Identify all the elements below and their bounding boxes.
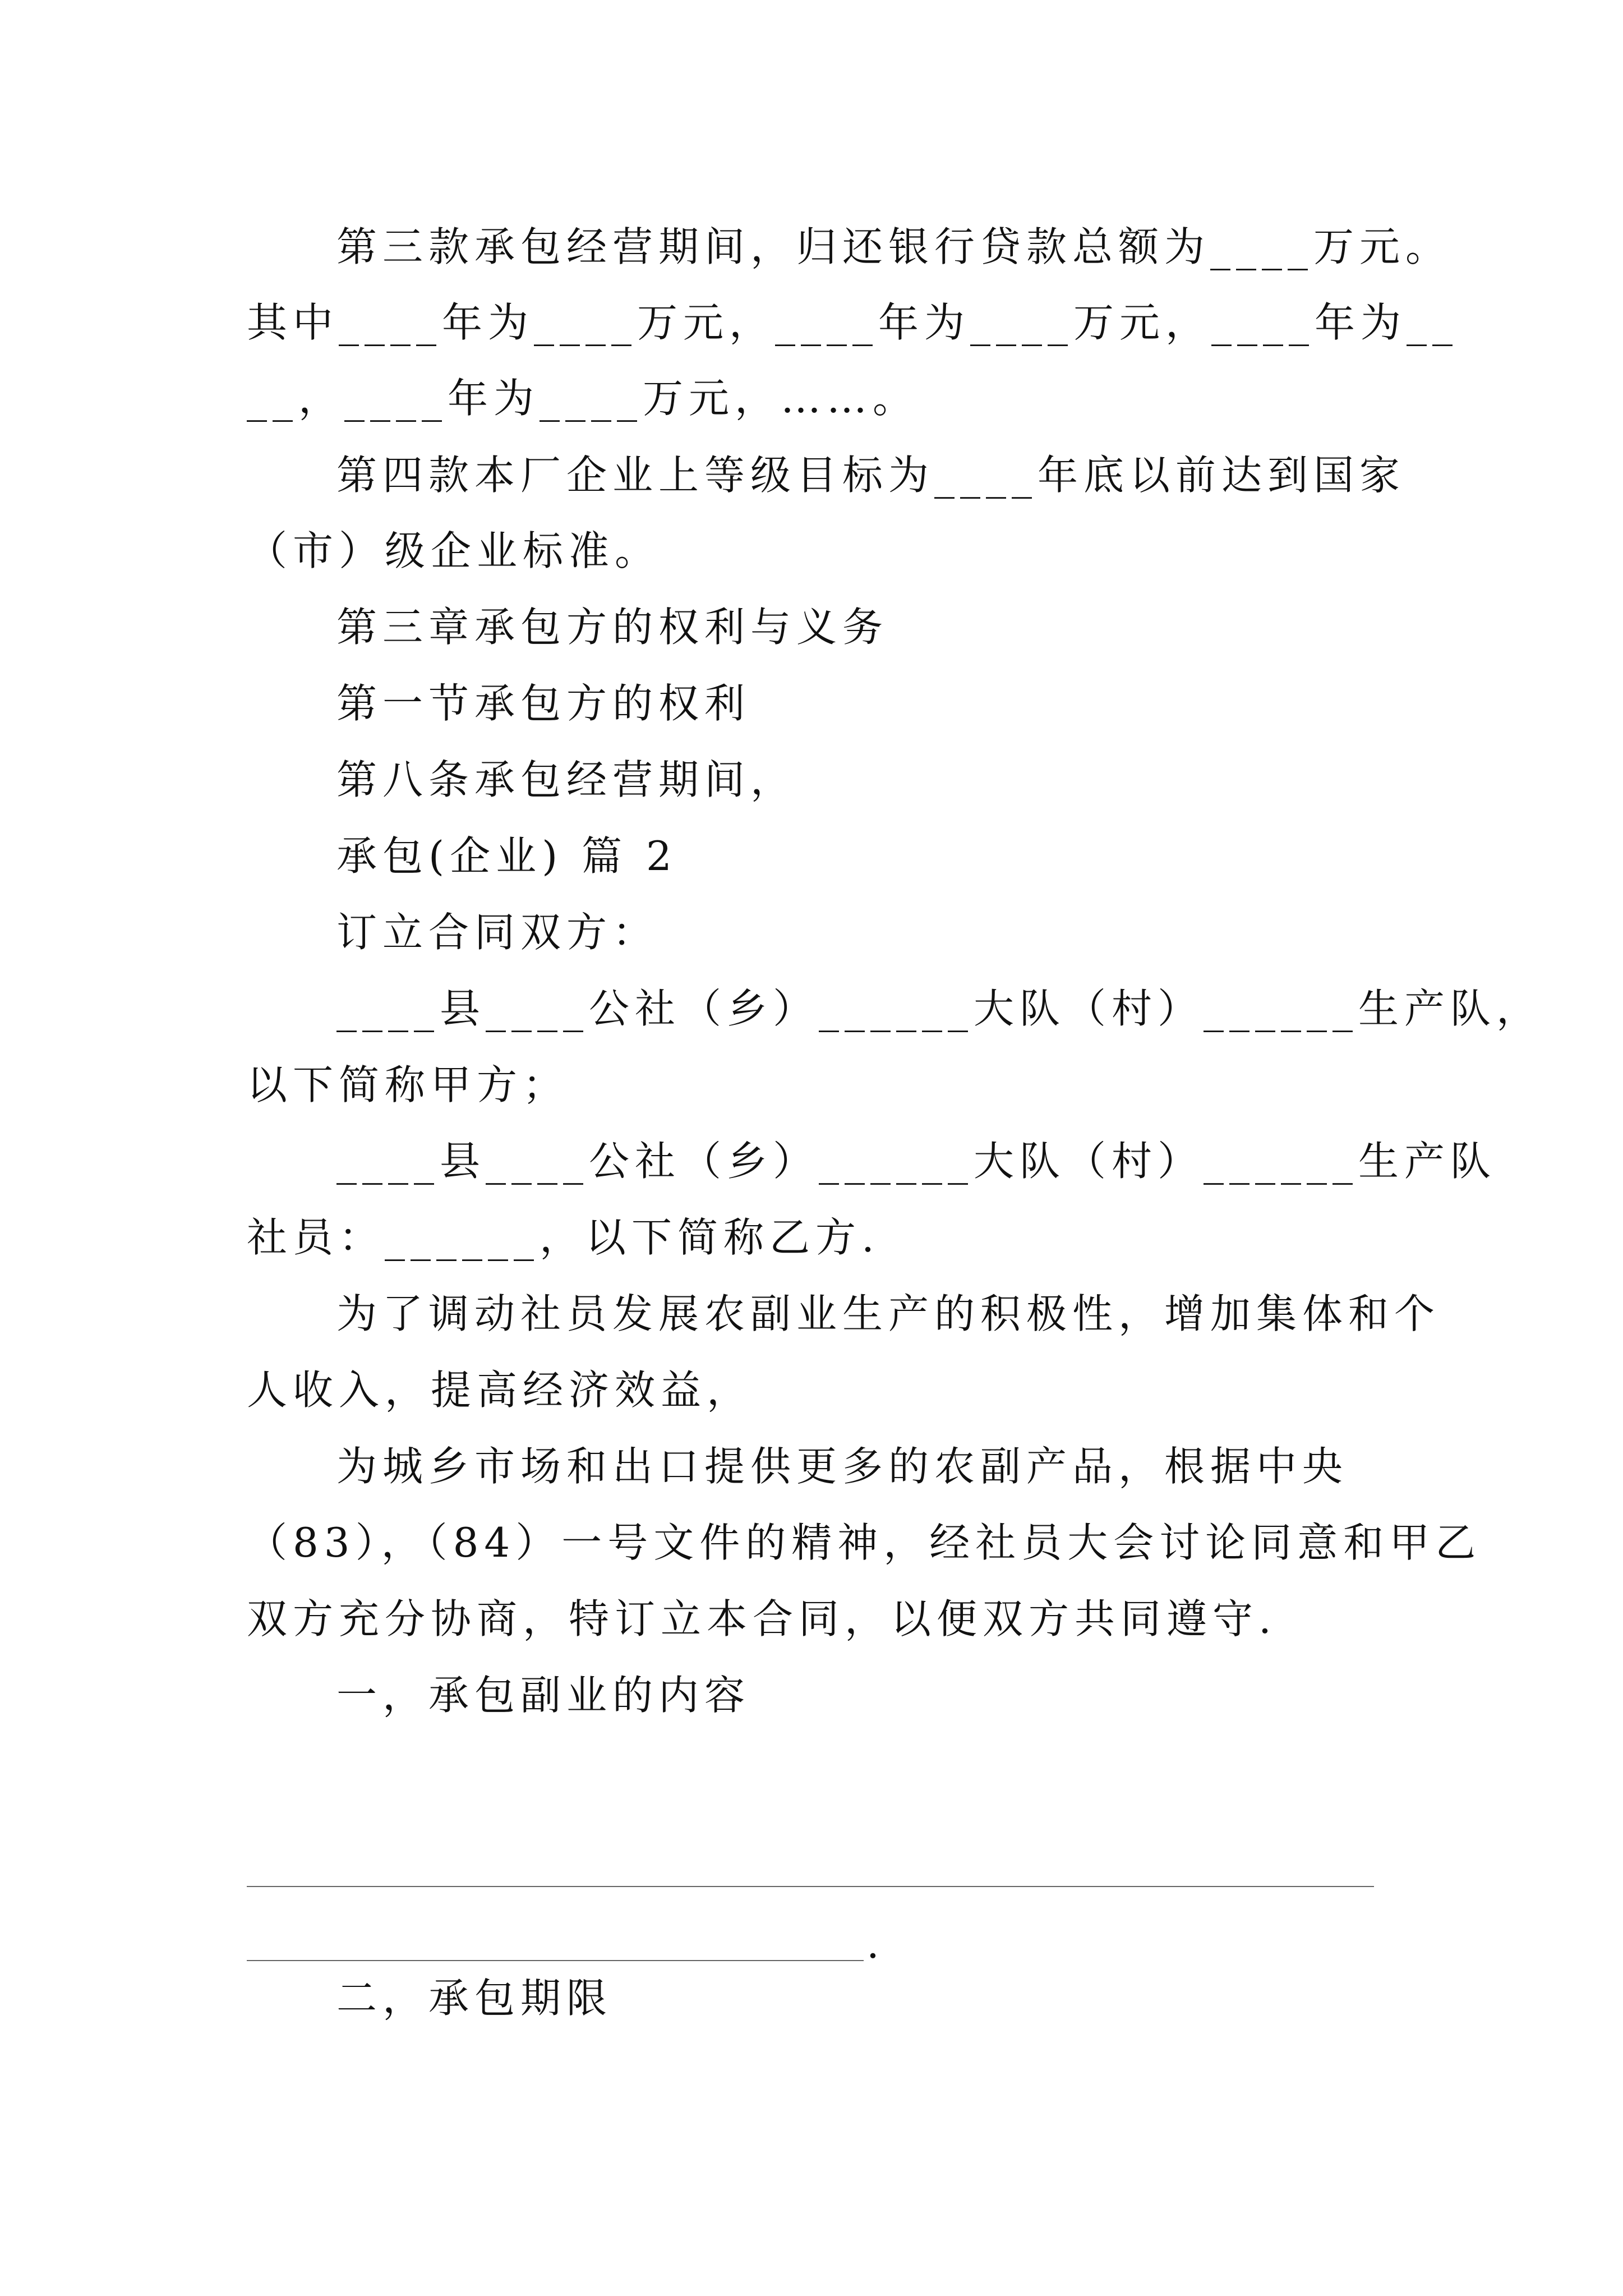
part-2-heading: 承包(企业) 篇 2 [336,832,677,880]
item-1-heading: 一，承包副业的内容 [336,1672,751,1719]
parties-heading: 订立合同双方： [336,909,659,956]
content-blank-period: . [866,1920,879,1967]
party-b-line-2: 社员：______，以下简称乙方. [247,1214,880,1261]
clause-3-line-2: 其中____年为____万元，____年为____万元，____年为__ [247,299,1459,346]
party-a-line-2: 以下简称甲方； [247,1061,569,1108]
basis-line-2: （83），（84）一号文件的精神，经社员大会讨论同意和甲乙 [247,1519,1482,1566]
purpose-line-1: 为了调动社员发展农副业生产的积极性，增加集体和个 [336,1290,1441,1337]
chapter-3-heading: 第三章承包方的权利与义务 [336,604,889,651]
item-2-heading: 二，承包期限 [336,1975,613,2022]
clause-4-line-2: （市）级企业标准。 [247,527,661,574]
article-8-line: 第八条承包经营期间， [336,756,797,803]
clause-3-line-3: __，____年为____万元，……。 [247,375,919,422]
section-1-heading: 第一节承包方的权利 [336,680,751,727]
clause-3-line-1: 第三款承包经营期间，归还银行贷款总额为____万元。 [336,223,1452,270]
basis-line-3: 双方充分协商，特订立本合同，以便双方共同遵守. [247,1595,1277,1642]
purpose-line-2: 人收入，提高经济效益， [247,1366,753,1414]
content-blank-line-2 [247,1960,864,1961]
party-a-line-1: ____县____公社（乡）______大队（村）______生产队， [336,985,1543,1032]
clause-4-line-1: 第四款本厂企业上等级目标为____年底以前达到国家 [336,452,1406,499]
basis-line-1: 为城乡市场和出口提供更多的农副产品，根据中央 [336,1443,1349,1490]
party-b-line-1: ____县____公社（乡）______大队（村）______生产队 [336,1138,1497,1185]
content-blank-line-1 [247,1886,1374,1887]
